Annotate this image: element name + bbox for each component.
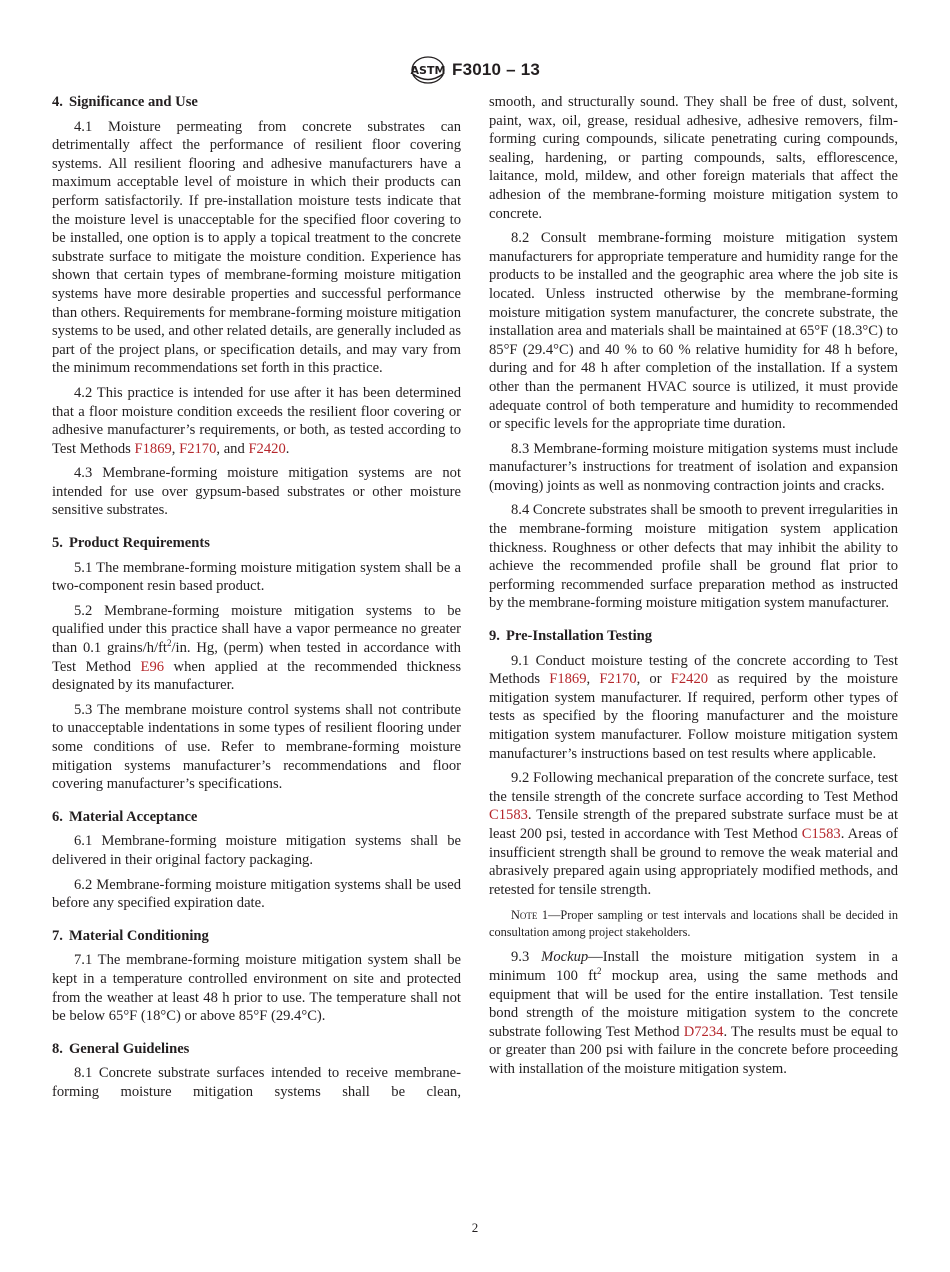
left-column [52,93,461,1116]
text: , or [636,671,671,688]
ref-link-d7234[interactable]: D7234 [683,1023,724,1040]
section-8-start [52,1040,461,1102]
section-heading [52,927,461,946]
section-6 [52,808,461,913]
section-title: Material Acceptance [68,808,198,825]
text: /in. Hg, (perm) when tested in accordance with Test Method [52,640,461,675]
section-heading [52,1040,461,1059]
paragraph-9-1 [489,652,898,764]
text: . Tensile strength of the prepared substrate surface must be at least 200 psi, tested in accordance with Test Method [489,807,898,842]
note-1 [489,907,898,940]
section-heading [52,534,461,553]
paragraph-9-2 [489,769,898,899]
ref-link-c1583[interactable]: C1583 [801,825,841,842]
text: 9.2 Following mechanical preparation of the concrete surface, test the tensile strength of the concrete surface according to Test Method [489,770,898,805]
section-7 [52,927,461,1026]
superscript: 2 [597,966,602,977]
section-title: Material Conditioning [68,927,209,944]
section-title: Product Requirements [68,535,210,552]
paragraph-6-1: 6.1 Membrane-forming moisture mitigation systems shall be delivered in their original factory packaging. [52,833,461,868]
section-4 [52,93,461,520]
ref-link-e96[interactable]: E96 [140,658,165,675]
italic-term: Mockup [541,949,589,966]
ref-link-f1869[interactable]: F1869 [549,671,587,688]
text: . Areas of insufficient strength shall be ground to remove the weak material and abrasively prepared again using appropriately modified methods, and retested for tensile strength. [489,825,898,898]
text: 5.2 Membrane-forming moisture mitigation systems to be qualified under this practice shall have a vapor permeance no greater than 0.1 grains/h/ft [52,602,461,657]
note-label: Note 1 [511,908,549,923]
paragraph-6-2: 6.2 Membrane-forming moisture mitigation systems shall be used before any specified expiration date. [52,876,461,912]
ref-link-f2170[interactable]: F2170 [599,671,637,688]
text: as required by the moisture mitigation system manufacturer. If required, perform other types of tests as specified by the flooring manufacturer and the moisture mitigation system manufacturer. Follow moisture mitigation system manufacturer’s instructions based on test results where applicable. [489,671,899,762]
page-header [0,55,950,85]
section-number: 5. [52,535,63,552]
paragraph-8-1-cont: smooth, and structurally sound. They shall be free of dust, solvent, paint, wax, oil, grease, residual adhesive, adhesive removers, film-forming curing compounds, silicate penetrating curing compounds, sealing, hardening, or parting compounds, salts, efflorescence, laitance, mold, mildew, and other foreign materials that affect the adhesion of the membrane-forming moisture mitigation system to concrete. [489,94,898,222]
text: —Install the moisture mitigation system in a minimum 100 ft [489,949,898,984]
section-heading [489,627,898,646]
paragraph-5-3: 5.3 The membrane moisture control systems shall not contribute to unacceptable indentations in some types of resilient flooring under some conditions of use. Refer to membrane-forming moisture mitigation systems manufacturer’s recommendations and floor covering manufacturer’s specifications. [52,701,461,793]
text: , and [216,440,249,457]
paragraph-8-3: 8.3 Membrane-forming moisture mitigation systems must include manufacturer’s instructions for treatment of isolation and expansion (moving) joints as well as nonmoving contraction joints and cracks. [489,440,898,494]
text: when applied at the recommended thickness designated by its manufacturer. [52,658,461,694]
text: , [586,671,600,688]
text: 9.1 Conduct moisture testing of the concrete according to Test Methods [489,652,898,688]
paragraph-8-2: 8.2 Consult membrane-forming moisture mitigation system manufacturers for appropriate temperature and humidity range for the products to be installed and the geographic area where the job site is located. Unless instructed otherwise by the membrane-forming moisture mitigation system manufacturer, the concrete substrate, the installation area and materials shall be maintained at 65°F (18.3°C) to 85°F (29.4°C) and 40 % to 60 % relative humidity for 48 h before, during and for 48 h after completion of the installation. If a system other than the permanent HVAC source is utilized, it must provide adequate control of both temperature and humidity to recommended or specific levels for the appropriate time duration. [489,230,898,433]
paragraph-5-2 [52,602,461,695]
section-number: 7. [52,927,63,944]
text: 4.2 This practice is intended for use after it has been determined that a floor moisture condition exceeds the resilient floor covering or adhesive manufacturer’s requirements, or both, as tested according to Test Methods [52,384,461,457]
paragraph-7-1: 7.1 The membrane-forming moisture mitigation system shall be kept in a temperature controlled environment on site and protected from the weather at least 48 h prior to use. The temperature shall not be below 65°F (18°C) or above 85°F (29.4°C). [52,952,461,1025]
section-title: General Guidelines [68,1040,190,1057]
ref-link-f2420[interactable]: F2420 [248,440,286,457]
section-8-cont [489,93,898,613]
ref-link-f1869[interactable]: F1869 [134,440,172,457]
right-column [489,93,898,1093]
paragraph-9-3 [489,948,898,1078]
section-heading [52,808,461,827]
superscript: 2 [166,638,172,649]
svg-text:ASTM: ASTM [410,64,446,77]
text: . The results must be equal to or greater than 200 psi with failure in the concrete before proceeding with installation of the moisture mitigation system. [489,1023,898,1077]
section-9 [489,627,898,1078]
text: 9.3 [511,949,542,966]
section-title: Pre-Installation Testing [505,628,653,645]
section-number: 4. [52,94,63,110]
ref-link-c1583[interactable]: C1583 [489,807,528,824]
section-number: 6. [52,808,63,825]
section-title: Significance and Use [68,94,198,110]
ref-link-f2420[interactable]: F2420 [670,671,709,688]
text: mockup area, using the same methods and equipment that will be used for the entire installation. Test tensile bond strength of the moisture mitigation system to the concrete substrate following Test Method [489,967,898,1040]
section-heading [52,93,461,112]
designation: F3010 – 13 [451,60,540,79]
paragraph-4-1: 4.1 Moisture permeating from concrete substrates can detrimentally affect the performance of resilient floor covering systems. All resilient flooring and adhesive manufacturers have a maximum acceptable level of moisture in which their products can perform satisfactorily. If pre-installation moisture tests indicate that the moisture level is unacceptable for the specified floor covering to be installed, one option is to apply a topical treatment to the concrete substrate surface to mitigate the moisture condition. Experience has shown that certain types of membrane-forming moisture mitigation systems have more desirable properties and successful performance than others. Requirements for membrane-forming moisture mitigation systems to be used, and other related details, are generally included as part of the project plans, or specification details, and may vary from the minimum recommendations set forth in this practice. [52,118,461,377]
section-number: 8. [52,1040,63,1057]
ref-link-f2170[interactable]: F2170 [179,440,217,457]
paragraph-5-1: 5.1 The membrane-forming moisture mitigation system shall be a two-component resin based product. [52,559,461,595]
text: , [171,440,180,457]
astm-logo-icon [410,55,446,85]
paragraph-4-2 [52,384,461,458]
paragraph-8-1-start: 8.1 Concrete substrate surfaces intended to receive membrane-forming moisture mitigation systems shall be clean, [52,1065,461,1100]
page-number: 2 [471,1220,479,1235]
paragraph-4-3: 4.3 Membrane-forming moisture mitigation systems are not intended for use over gypsum-based substrates or other moisture sensitive substrates. [52,465,461,519]
note-text: —Proper sampling or test intervals and locations shall be decided in consultation among project stakeholders. [489,908,898,939]
text: . [285,440,290,457]
paragraph-8-4: 8.4 Concrete substrates shall be smooth to prevent irregularities in the membrane-forming moisture mitigation system application thickness. Roughness or other defects that may inhibit the ability to achieve the recommended profile shall be ground flat prior to performing recommended surface preparation method as instructed by the membrane-forming moisture mitigation system manufacturer. [489,502,898,612]
section-number: 9. [489,628,500,645]
section-5 [52,534,461,794]
